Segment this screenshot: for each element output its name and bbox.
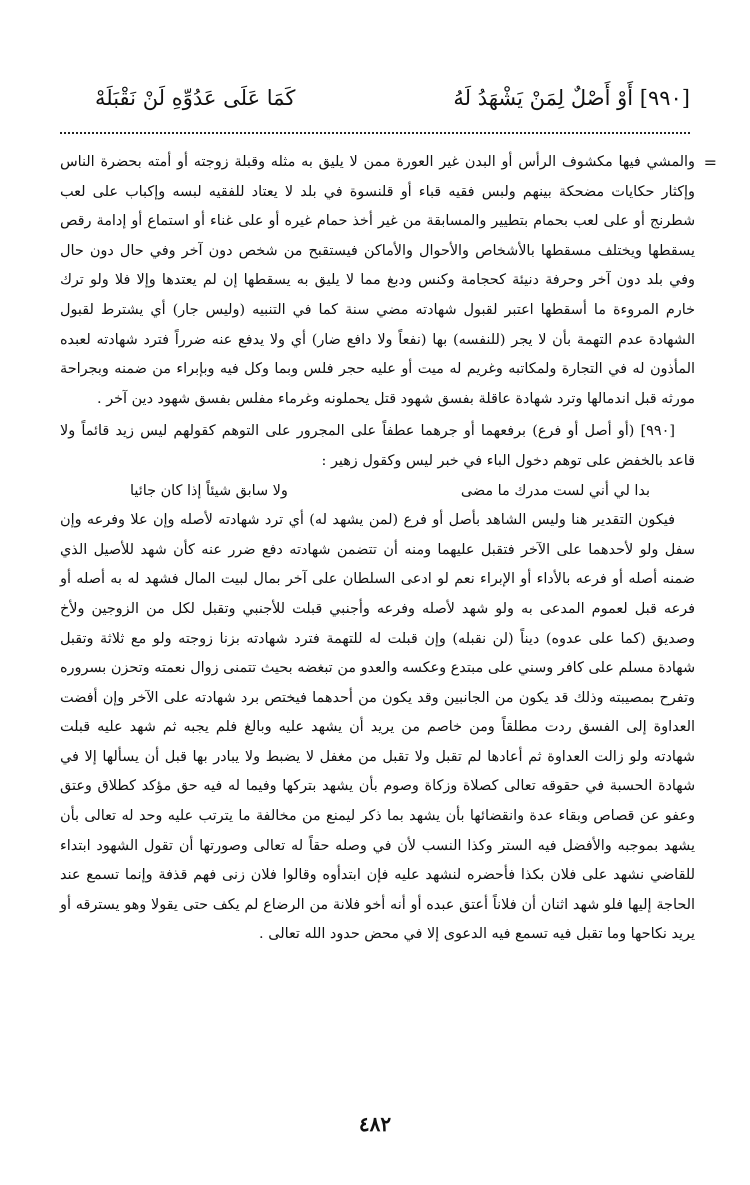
poetry-first-hemistich: بدا لي أني لست مدرك ما مضى [460,482,650,499]
page-number: ٤٨٢ [358,1112,392,1136]
paragraph-explanation: فيكون التقدير هنا وليس الشاهد بأصل أو فرع (لمن يشهد له) أي ترد شهادته لأصله وإن علا وفرعه وإن سفل ولو لأحدهما على الآخر فتقبل عليهما ومنه أن تتضمن شهادته دفع ضرر عنه كأن شهد للأصيل الذي ضمنه أصله أو فرعه بالأداء أو الإبراء نعم لو ادعى السلطان على آخر بمال لبيت المال فشهد له به أصله أو فرعه قبل لعموم المدعى به ولو شهد لأصله وفرعه وأجنبي قبلت للأجنبي وتقبل لكل من الزوجين ولأخ وصديق (كما على عدوه) ديناً (لن نقبله) وإن قبلت له للتهمة فترد شهادته بزنا زوجته ولو مع ثلاثة وتقبل شهادة مسلم على كافر وسني على مبتدع وعكسه والعدو من تبغضه بحيث تتمنى زوال نعمته وتحزن بسروره وتفرح بمصيبته وذلك قد يكون من الجانبين وقد يكون من أحدهما فيختص برد شهادته على الآخر وإن أفضت العداوة إلى الفسق ردت مطلقاً ومن خاصم من يريد أن يشهد عليه وبالغ فلم يجبه ثم شهد عليه قبلت شهادته ولو زالت العداوة ثم أعادها لم تقبل ولا تقبل من مغفل لا يضبط ولا يبادر بها قبل أن يسألها إلا في شهادة الحسبة في حقوقه تعالى كصلاة وزكاة وصوم بأن يشهد بتركها وفيما له فيه حق مؤكد كطلاق وعتق وعفو عن قصاص وبقاء عدة وانقضائها بأن يشهد بما ذكر ليمنع من مخالفة ما يترتب عليه وحد له تعالى بأن يشهد بموجبه والأفضل فيه الستر وكذا النسب لأن في وصله حقاً له تعالى وصورتها أن تقول الشهود ابتداء للقاضي نشهد على فلان بكذا فأحضره لنشهد عليه فإن ابتدأوه وقالوا فلان زنى فهم قذفة وإنما تسمع عند الحاجة إليها فلو شهد اثنان أن فلاناً أعتق عبده أو أنه أخو فلانة من الرضاع لم يكف حتى يقولا وهو يسترقه أو يريد نكاحها وما تقبل فيه تسمع فيه الدعوى إلا في محض حدود الله تعالى . [60,512,695,943]
continuation-mark: = [703,153,717,172]
verse-header [95,80,690,116]
header-verse-first-hemistich: [٩٩٠] أَوْ أَصْلٌ لِمَنْ يَشْهَدُ لَهُ [453,86,690,110]
paragraph-continued: والمشي فيها مكشوف الرأس أو البدن غير العورة ممن لا يليق به مثله وقبلة زوجته أو أمته بحضرة الناس وإكثار حكايات مضحكة بينهم ولبس فقيه قباء أو قلنسوة في بلد لا يعتاد للفقيه لبسه وإكباب على لعب شطرنج أو على لعب بحمام بتطيير والمسابقة من غير أخذ حمام غيره أو على غناء أو استماع أو إدامة رقص يسقطها ويختلف مسقطها بالأشخاص والأحوال والأماكن فيستقبح من شخص دون آخر وفي حال دون حال وفي بلد دون آخر وحرفة دنيئة كحجامة وكنس ودبغ مما لا يليق به يسقطها إن لم يعتدها وإلا فلا ولو ترك خارم المروءة ما أسقطها اعتبر لقبول شهادته مضي سنة كما في التنبيه (وليس جار) أي يشترط لقبول الشهادة عدم التهمة بأن لا يجر (للنفسه) بها (نفعاً ولا دافع ضار) أي ولا يدفع عنه ضرراً فترد شهادته لعبده المأذون له في التجارة ولمكاتبه وغريم له ميت أو عليه حجر فلس وبما وكل فيه وبإبراء من ضمنه وبجراحة مورثه قبل اندمالها وترد شهادة عاقلة بفسق شهود قتل يحملونه وغرماء مفلس بفسق شهود دين آخر . [60,154,695,407]
poetry-second-hemistich: ولا سابق شيئاً إذا كان جائيا [130,482,288,499]
dotted-divider [60,132,690,134]
quoted-poetry-line [60,477,695,507]
header-verse-second-hemistich: كَمَا عَلَى عَدُوِّهِ لَنْ نَقْبَلَهْ [95,86,296,110]
paragraph-verse-990: [٩٩٠] (أو أصل أو فرع) برفعهما أو جرهما عطفاً على المجرور على التوهم كقولهم ليس زيد قائماً ولا قاعد بالخفض على توهم دخول الباء في خبر ليس وكقول زهير : [60,423,695,469]
commentary-body [60,148,717,950]
